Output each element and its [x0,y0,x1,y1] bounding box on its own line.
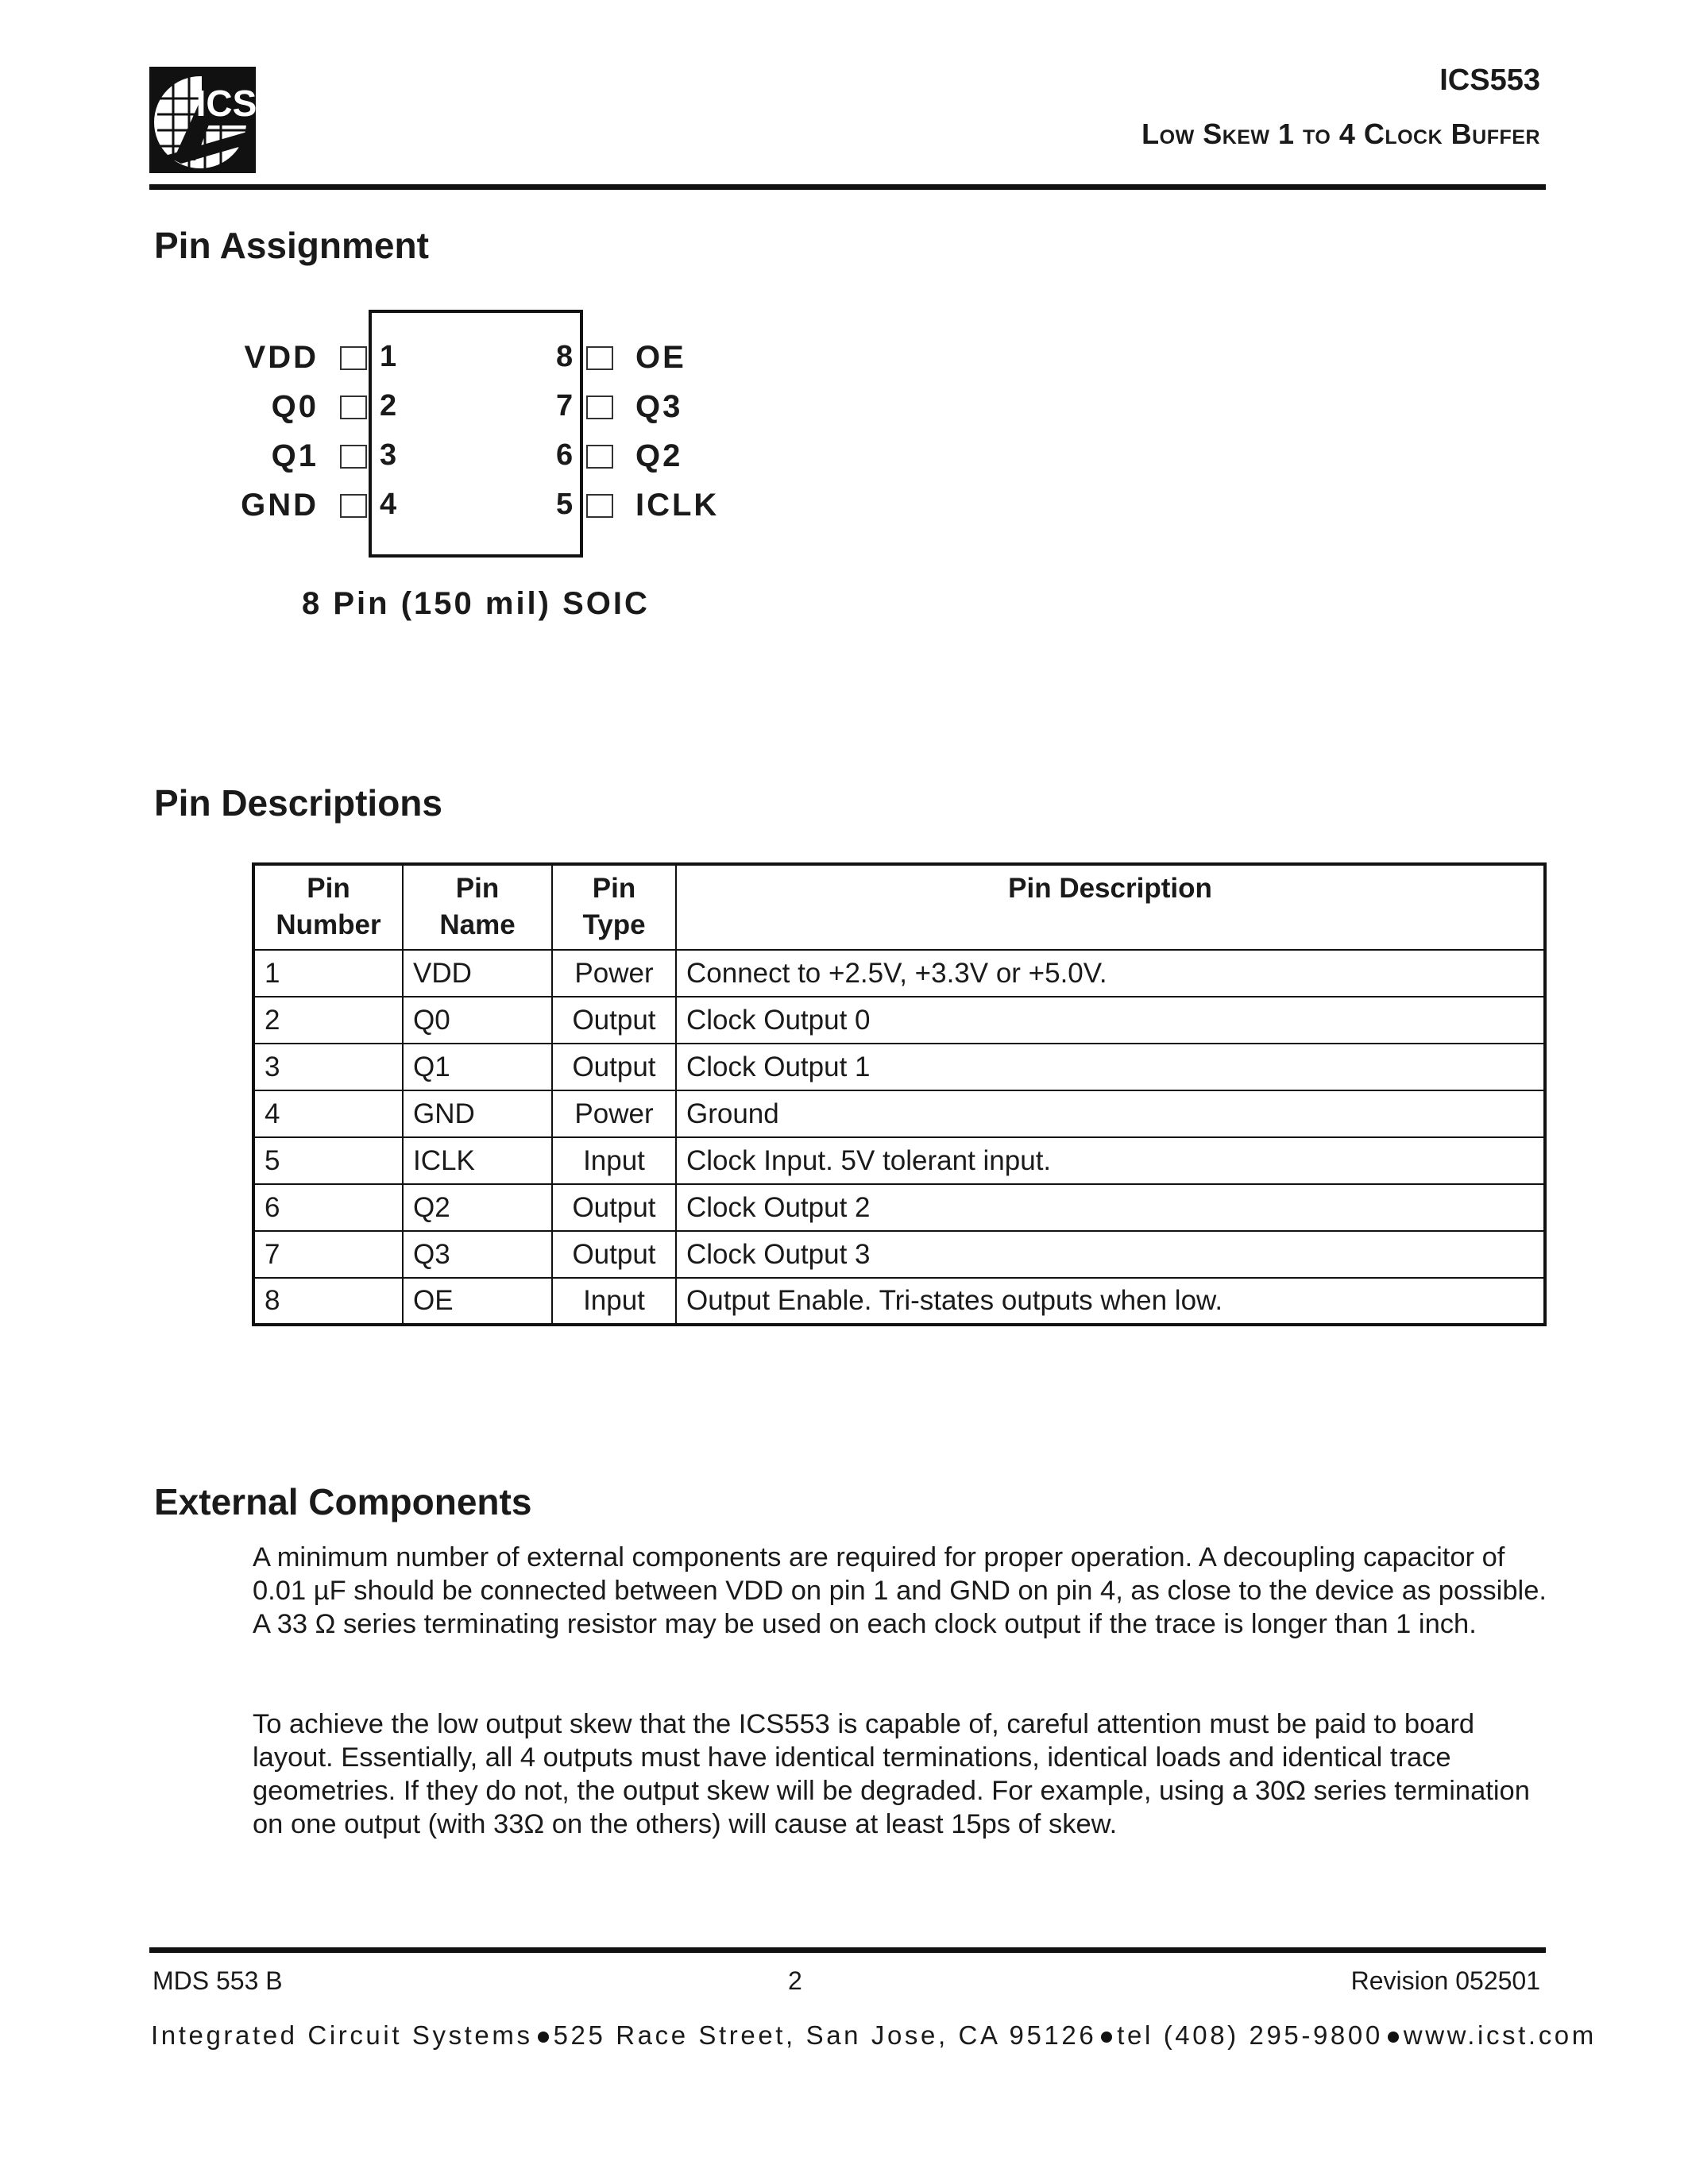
cell-type: Output [552,1044,676,1090]
cell-description: Clock Output 1 [676,1044,1545,1090]
pin-descriptions-heading: Pin Descriptions [154,782,442,824]
pin-number: 5 [556,488,574,521]
pin-label-oe: OE [635,340,686,375]
pin-number: 7 [556,389,574,423]
pin-pad [586,445,613,469]
bullet-icon [538,2032,549,2043]
cell-number: 2 [253,997,403,1044]
company-name: Integrated Circuit Systems [151,2020,533,2050]
pin-assignment-heading: Pin Assignment [154,225,429,266]
document-subtitle: Low Skew 1 to 4 Clock Buffer [1141,118,1540,150]
external-components-paragraph-2: To achieve the low output skew that the ICS553 is capable of, careful attention must be paid to board layout. Essentially, all 4 outputs must have identical terminations, identical loads and identical trace geometries. If they do not, the output skew will be degraded. For example, using a 30Ω series termination on one output (with 33Ω on the others) will cause at least 15ps of skew. [253,1709,1530,1839]
cell-type: Output [552,1231,676,1278]
pin-label-q2: Q2 [635,438,683,473]
header-pin-description: Pin Description [676,864,1545,950]
street-address: 525 Race Street, San Jose, CA 95126 [553,2020,1097,2050]
cell-description: Output Enable. Tri-states outputs when low. [676,1278,1545,1325]
table-row [253,997,1545,1044]
cell-name: OE [403,1278,552,1325]
page-number: 2 [788,1966,802,1995]
table-row [253,1278,1545,1325]
table-header-row [253,864,1545,950]
cell-name: VDD [403,950,552,997]
pin-pad [340,494,367,518]
cell-type: Power [552,950,676,997]
package-caption: 8 Pin (150 mil) SOIC [302,586,650,621]
table-row [253,1184,1545,1231]
pin-number: 4 [380,488,397,521]
cell-type: Input [552,1278,676,1325]
cell-number: 1 [253,950,403,997]
pin-number: 1 [380,340,397,373]
pin-pad [340,396,367,419]
pin-label-gnd: GND [241,488,319,523]
table-row [253,1137,1545,1184]
cell-number: 7 [253,1231,403,1278]
company-logo [149,67,256,173]
cell-name: Q3 [403,1231,552,1278]
pin-label-q3: Q3 [635,389,683,424]
cell-number: 6 [253,1184,403,1231]
cell-name: Q1 [403,1044,552,1090]
bullet-icon [1101,2032,1112,2043]
pin-pad [340,445,367,469]
cell-type: Output [552,1184,676,1231]
cell-name: Q2 [403,1184,552,1231]
cell-number: 4 [253,1090,403,1137]
part-number: ICS553 [1439,64,1540,97]
table-row [253,1231,1545,1278]
cell-description: Clock Output 2 [676,1184,1545,1231]
cell-number: 3 [253,1044,403,1090]
cell-name: GND [403,1090,552,1137]
company-address-line [151,2020,1597,2051]
pin-pad [586,346,613,370]
pin-label-q1: Q1 [271,438,319,473]
pin-pad [586,396,613,419]
pin-description-table [252,862,1547,1326]
cell-description: Clock Input. 5V tolerant input. [676,1137,1545,1184]
pin-number: 2 [380,389,397,423]
cell-description: Clock Output 0 [676,997,1545,1044]
pin-label-iclk: ICLK [635,488,720,523]
pin-pad [586,494,613,518]
telephone: tel (408) 295-9800 [1117,2020,1383,2050]
cell-description: Ground [676,1090,1545,1137]
pin-number: 6 [556,438,574,472]
pin-label-vdd: VDD [244,340,319,375]
revision: Revision 052501 [1350,1966,1540,1995]
pin-label-q0: Q0 [271,389,319,424]
header-rule [149,184,1546,190]
logo-text: ICS [195,83,256,124]
pin-number: 8 [556,340,574,373]
table-row [253,950,1545,997]
bullet-icon [1388,2032,1399,2043]
table-row [253,1044,1545,1090]
cell-description: Clock Output 3 [676,1231,1545,1278]
cell-type: Power [552,1090,676,1137]
external-components-heading: External Components [154,1481,532,1522]
header-pin-name: Pin Name [403,864,552,950]
external-components-paragraph-1: A minimum number of external components are required for proper operation. A decoupling capacitor of 0.01 µF should be connected between VDD on pin 1 and GND on pin 4, as close to the device as possible. A 33 Ω series terminating resistor may be used on each clock output if the trace is longer than 1 inch. [253,1542,1547,1639]
pin-number: 3 [380,438,397,472]
cell-number: 8 [253,1278,403,1325]
header-pin-number: Pin Number [253,864,403,950]
header-pin-type: Pin Type [552,864,676,950]
document-id: MDS 553 B [153,1966,283,1995]
cell-number: 5 [253,1137,403,1184]
cell-type: Output [552,997,676,1044]
table-row [253,1090,1545,1137]
pin-pad [340,346,367,370]
cell-description: Connect to +2.5V, +3.3V or +5.0V. [676,950,1545,997]
cell-name: ICLK [403,1137,552,1184]
footer-rule [149,1947,1546,1953]
cell-type: Input [552,1137,676,1184]
cell-name: Q0 [403,997,552,1044]
ic-package-outline [369,310,583,558]
website[interactable]: www.icst.com [1403,2020,1597,2050]
